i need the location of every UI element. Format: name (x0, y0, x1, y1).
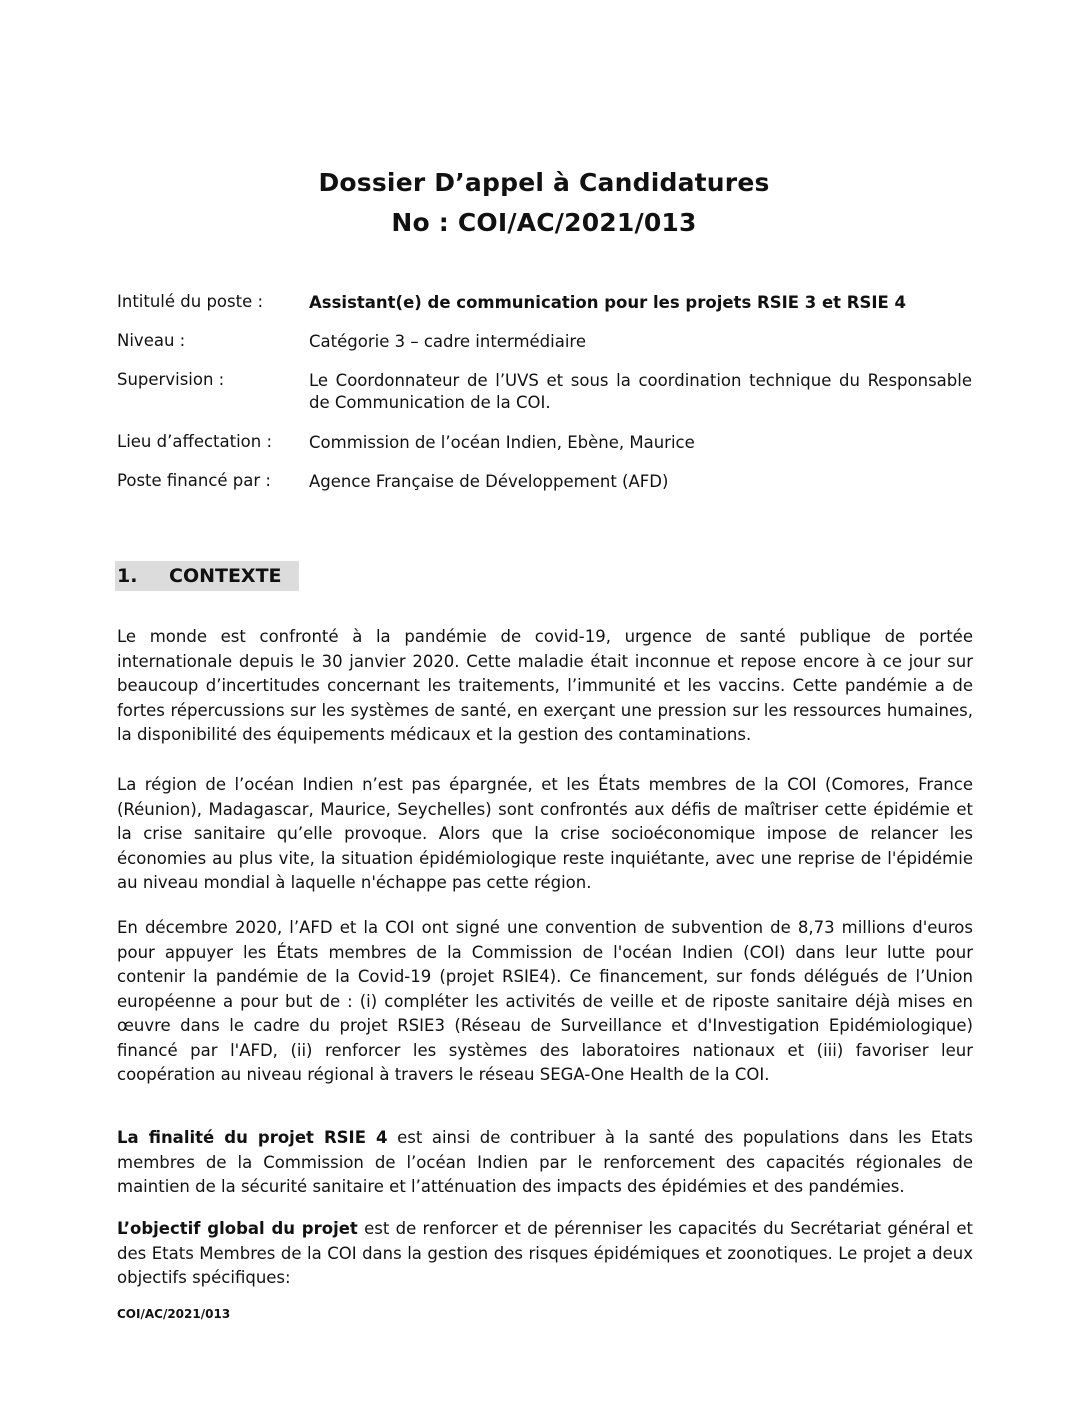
paragraph-lead: La finalité du projet RSIE 4 (117, 1128, 388, 1147)
section-number: 1. (117, 565, 138, 587)
section-heading-contexte (115, 561, 299, 591)
paragraph-body: est de renforcer et de pérenniser les capacités du Secrétariat général et des Etats Membres de la COI dans la gestion des risques épidémiques et zoonotiques. Le projet a deux objectifs spécifiques: (117, 1219, 973, 1287)
info-label: Supervision : (117, 370, 225, 389)
info-row-level (117, 331, 972, 353)
info-row-supervision (117, 370, 972, 414)
paragraph-covid-context: Le monde est confronté à la pandémie de covid-19, urgence de santé publique de portée internationale depuis le 30 janvier 2020. Cette maladie était inconnue et repose encore à ce jour sur beaucoup d’incertitudes concernant les traitements, l’immunité et les vaccins. Cette pandémie a de fortes répercussions sur les systèmes de santé, en exerçant une pression sur les ressources humaines, la disponibilité des équipements médicaux et la gestion des contaminations. (117, 627, 973, 744)
info-label: Lieu d’affectation : (117, 432, 273, 451)
info-value: Catégorie 3 – cadre intermédiaire (309, 332, 587, 351)
paragraph-finalite (117, 1126, 973, 1200)
section-title: CONTEXTE (169, 565, 282, 587)
paragraph-convention: En décembre 2020, l’AFD et la COI ont signé une convention de subvention de 8,73 millions d'euros pour appuyer les États membres de la Commission de l'océan Indien (COI) dans leur lutte pour contenir la pandémie de la Covid-19 (projet RSIE4). Ce financement, sur fonds délégués de l’Union européenne a pour but de : (i) compléter les activités de veille et de riposte sanitaire déjà mises en œuvre dans le cadre du projet RSIE3 (Réseau de Surveillance et d'Investigation Epidémiologique) financé par l'AFD, (ii) renforcer les systèmes des laboratoires nationaux et (iii) favoriser leur coopération au niveau régional à travers le réseau SEGA-One Health de la COI. (117, 918, 973, 1084)
page-footer-reference: COI/AC/2021/013 (117, 1307, 231, 1321)
info-label: Poste financé par : (117, 471, 271, 490)
document-title: Dossier D’appel à Candidatures (318, 168, 770, 197)
paragraph-body: est ainsi de contribuer à la santé des populations dans les Etats membres de la Commission de l’océan Indien par le renforcement des capacités régionales de maintien de la sécurité sanitaire et l’atténuation des impacts des épidémies et des pandémies. (117, 1128, 973, 1196)
info-row-funding (117, 471, 972, 493)
info-value: Le Coordonnateur de l’UVS et sous la coordination technique du Responsable de Communication de la COI. (309, 371, 972, 412)
info-label: Intitulé du poste : (117, 292, 264, 311)
document-reference: No : COI/AC/2021/013 (391, 208, 697, 237)
paragraph-objectif (117, 1217, 973, 1291)
info-value: Commission de l’océan Indien, Ebène, Maurice (309, 433, 695, 452)
info-value: Assistant(e) de communication pour les projets RSIE 3 et RSIE 4 (309, 293, 907, 312)
info-row-title (117, 292, 972, 314)
info-label: Niveau : (117, 331, 186, 350)
paragraph-region: La région de l’océan Indien n’est pas épargnée, et les États membres de la COI (Comores, France (Réunion), Madagascar, Maurice, Seychelles) sont confrontés aux défis de maîtriser cette épidémie et la crise sanitaire qu’elle provoque. Alors que la crise socioéconomique impose de relancer les économies au plus vite, la situation épidémiologique reste inquiétante, avec une reprise de l'épidémie au niveau mondial à laquelle n'échappe pas cette région. (117, 775, 973, 892)
paragraph-lead: L’objectif global du projet (117, 1219, 358, 1238)
info-row-location (117, 432, 972, 454)
info-value: Agence Française de Développement (AFD) (309, 472, 669, 491)
